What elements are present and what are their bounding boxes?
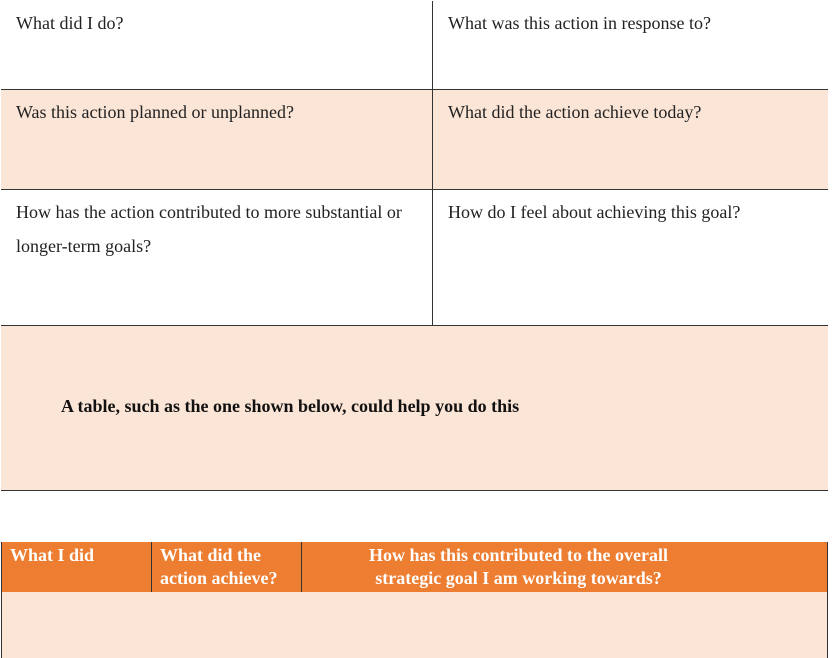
intro-row (1, 325, 828, 490)
reflection-grid (1, 1, 828, 491)
question-cell (1, 189, 433, 326)
question-feel-about-goal: How do I feel about achieving this goal? (448, 202, 741, 222)
question-cell (1, 89, 433, 190)
intro-text: A table, such as the one shown below, could help you do this (61, 396, 520, 416)
question-cell (432, 189, 828, 326)
question-in-response-to: What was this action in response to? (448, 13, 711, 33)
question-cell (432, 1, 828, 90)
header-action-achieve: What did the action achieve? (152, 542, 302, 592)
question-cell (432, 89, 828, 190)
table-row (2, 592, 827, 658)
question-achieve-today: What did the action achieve today? (448, 102, 702, 122)
question-cell (1, 1, 433, 90)
question-what-did-i-do: What did I do? (16, 13, 124, 33)
question-planned-unplanned: Was this action planned or unplanned? (16, 102, 294, 122)
question-longer-term-goals: How has the action contributed to more substantial or longer-term goals? (16, 202, 402, 256)
header-strategic-goal: How has this contributed to the overall strategic goal I am working towards? (302, 542, 827, 592)
example-table (1, 542, 828, 658)
header-what-i-did: What I did (2, 542, 152, 592)
